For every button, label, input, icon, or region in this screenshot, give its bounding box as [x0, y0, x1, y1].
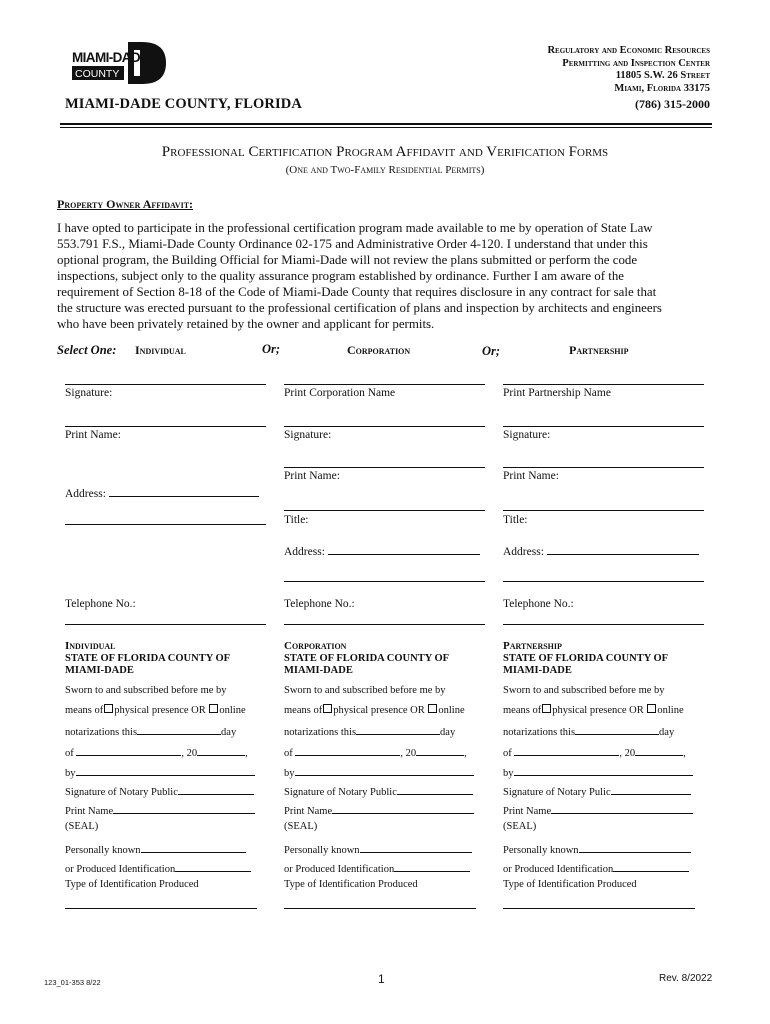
miami-dade-logo: [70, 40, 168, 86]
corporation-title-line[interactable]: [284, 510, 485, 511]
corporation-signature-line[interactable]: [284, 426, 485, 427]
notary-means: [503, 704, 684, 716]
notary-known-input[interactable]: [579, 840, 691, 853]
notary-signature-input[interactable]: [397, 782, 473, 795]
notary-date-field[interactable]: [503, 743, 686, 759]
notary-year-label: , 20: [400, 748, 417, 759]
notary-signature-field[interactable]: [503, 782, 691, 798]
notary-day-label: notarizations this: [65, 727, 138, 738]
partnership-name-line[interactable]: [503, 384, 704, 385]
notary-day-suffix: day: [440, 727, 456, 738]
online-checkbox[interactable]: [428, 704, 437, 713]
option-partnership[interactable]: Partnership: [569, 343, 629, 357]
affidavit-line: the structure was erected pursuant to the professional certification of plans and inspection by architects and engineers: [57, 301, 662, 315]
option-individual[interactable]: Individual: [135, 343, 186, 357]
online-label: online: [657, 705, 684, 716]
notary-print-name-input[interactable]: [113, 801, 255, 814]
notary-id-type-line[interactable]: [65, 908, 257, 909]
notary-means-label: means of: [284, 705, 323, 716]
notary-day-input[interactable]: [137, 722, 221, 735]
notary-id-type: Type of Identification Produced: [284, 879, 418, 890]
notary-month-input[interactable]: [76, 743, 181, 756]
dept-address-1: 11805 S.W. 26 Street: [615, 70, 710, 81]
notary-date-field[interactable]: [284, 743, 467, 759]
notary-by-field[interactable]: [284, 763, 474, 779]
corporation-telephone-label: Telephone No.:: [284, 598, 355, 610]
notary-known-label: Personally known: [284, 845, 360, 856]
notary-print-name-label: Print Name: [503, 806, 552, 817]
partnership-print-name-label: Print Name:: [503, 470, 559, 482]
corporation-address-field[interactable]: [284, 542, 480, 558]
notary-signature-field[interactable]: [65, 782, 254, 798]
corporation-print-name-label: Print Name:: [284, 470, 340, 482]
svg-text:COUNTY: COUNTY: [75, 68, 120, 80]
notary-produced-input[interactable]: [175, 859, 251, 872]
notary-id-type: Type of Identification Produced: [65, 879, 199, 890]
notary-by-input[interactable]: [295, 763, 474, 776]
notary-print-name-label: Print Name: [284, 806, 333, 817]
individual-address-input[interactable]: [109, 484, 259, 497]
notary-produced-input[interactable]: [394, 859, 470, 872]
form-subtitle: (One and Two-Family Residential Permits): [285, 164, 485, 176]
dept-line-1: Regulatory and Economic Resources: [547, 45, 710, 56]
notary-year-input[interactable]: [197, 743, 245, 756]
notary-known-input[interactable]: [141, 840, 246, 853]
or-separator: Or;: [262, 342, 281, 356]
notary-county: MIAMI-DADE: [284, 665, 353, 676]
notary-known-field[interactable]: [65, 840, 246, 856]
online-label: online: [219, 705, 246, 716]
notary-heading: [65, 640, 270, 678]
notary-block-corporation: [284, 640, 489, 890]
notary-type: Corporation: [284, 640, 347, 652]
partnership-signature-label: Signature:: [503, 429, 551, 441]
notary-by-input[interactable]: [76, 763, 255, 776]
notary-by-field[interactable]: [503, 763, 693, 779]
notary-sworn: Sworn to and subscribed before me by: [65, 685, 227, 696]
online-checkbox[interactable]: [647, 704, 656, 713]
page-number: 1: [378, 972, 385, 986]
header-divider-thin: [60, 127, 712, 128]
partnership-signature-line[interactable]: [503, 426, 704, 427]
physical-presence-label: physical presence OR: [333, 705, 425, 716]
notary-type: Individual: [65, 640, 116, 652]
partnership-title-label: Title:: [503, 514, 528, 526]
notary-block-partnership: [503, 640, 708, 890]
affidavit-line: inspections, subject only to the quality assurance program established by ordinance. Further I am aware of the: [57, 269, 625, 283]
partnership-address-input[interactable]: [547, 542, 699, 555]
notary-means-label: means of: [503, 705, 542, 716]
partnership-address-label: Address:: [503, 546, 544, 558]
notary-produced-field[interactable]: [284, 859, 470, 875]
affidavit-line: requirement of Section 8-18 of the Code of Miami-Dade County that requires disclosure in any contract for sale that: [57, 285, 657, 299]
notary-heading: [503, 640, 708, 678]
notary-by-input[interactable]: [514, 763, 693, 776]
individual-address-label: Address:: [65, 488, 106, 500]
notary-seal: (SEAL): [65, 821, 99, 832]
affidavit-line: who have been privately retained by the owner and applicant for permits.: [57, 317, 435, 331]
individual-signature-line[interactable]: [65, 384, 266, 385]
header-divider: [60, 123, 712, 125]
physical-presence-checkbox[interactable]: [542, 704, 551, 713]
notary-comma: ,: [464, 748, 467, 759]
notary-by-label: by: [503, 768, 514, 779]
individual-signature-label: Signature:: [65, 387, 113, 399]
notary-day-label: notarizations this: [503, 727, 576, 738]
affidavit-text: [57, 220, 710, 332]
notary-day-field[interactable]: [503, 722, 674, 738]
notary-day-input[interactable]: [575, 722, 659, 735]
partnership-name-label: Print Partnership Name: [503, 387, 611, 399]
corporation-print-name-line[interactable]: [284, 467, 485, 468]
notary-state: STATE OF FLORIDA COUNTY OF: [503, 652, 669, 664]
notary-year-label: , 20: [619, 748, 636, 759]
notary-id-type-line[interactable]: [284, 908, 476, 909]
affidavit-line: optional program, the Building Official for Miami-Dade will not review the plans submitted or perform the code: [57, 253, 638, 267]
notary-signature-input[interactable]: [611, 782, 691, 795]
affidavit-heading: Property Owner Affidavit:: [57, 197, 194, 211]
notary-day-input[interactable]: [356, 722, 440, 735]
individual-print-name-label: Print Name:: [65, 429, 121, 441]
notary-means: [65, 704, 246, 716]
notary-means-label: means of: [65, 705, 104, 716]
notary-print-name-field[interactable]: [284, 801, 474, 817]
notary-date-field[interactable]: [65, 743, 248, 759]
notary-year-input[interactable]: [635, 743, 683, 756]
or-separator: Or;: [482, 344, 501, 358]
notary-year-label: , 20: [181, 748, 198, 759]
notary-type: Partnership: [503, 640, 562, 652]
form-id: 123_01-353 8/22: [44, 978, 101, 987]
physical-presence-checkbox[interactable]: [104, 704, 113, 713]
notary-comma: ,: [683, 748, 686, 759]
physical-presence-label: physical presence OR: [114, 705, 206, 716]
corporation-name-label: Print Corporation Name: [284, 387, 396, 399]
partnership-title-line[interactable]: [503, 510, 704, 511]
notary-sworn: Sworn to and subscribed before me by: [284, 685, 446, 696]
notary-sworn: Sworn to and subscribed before me by: [503, 685, 665, 696]
individual-telephone-label: Telephone No.:: [65, 598, 136, 610]
notary-by-field[interactable]: [65, 763, 255, 779]
notary-of-label: of: [65, 748, 74, 759]
physical-presence-label: physical presence OR: [552, 705, 644, 716]
notary-state: STATE OF FLORIDA COUNTY OF: [65, 652, 231, 664]
option-corporation[interactable]: Corporation: [347, 343, 411, 357]
online-label: online: [438, 705, 465, 716]
notary-signature-label: Signature of Notary Public: [65, 787, 178, 798]
notary-known-input[interactable]: [360, 840, 472, 853]
notary-signature-field[interactable]: [284, 782, 473, 798]
notary-produced-label: or Produced Identification: [65, 864, 176, 875]
notary-by-label: by: [65, 768, 76, 779]
notary-comma: ,: [245, 748, 248, 759]
affidavit-line: I have opted to participate in the professional certification program made available to me by operation of State Law: [57, 221, 653, 235]
notary-print-name-label: Print Name: [65, 806, 114, 817]
physical-presence-checkbox[interactable]: [323, 704, 332, 713]
notary-county: MIAMI-DADE: [503, 665, 572, 676]
notary-produced-field[interactable]: [65, 859, 251, 875]
notary-signature-input[interactable]: [178, 782, 254, 795]
individual-address-field[interactable]: [65, 484, 259, 500]
individual-address-line-2[interactable]: [65, 524, 266, 525]
notary-print-name-input[interactable]: [551, 801, 693, 814]
corporation-address-label: Address:: [284, 546, 325, 558]
notary-print-name-field[interactable]: [503, 801, 693, 817]
notary-of-label: of: [284, 748, 293, 759]
affidavit-line: 553.791 F.S., Miami-Dade County Ordinance 02-175 and Administrative Order 4-120. I understand that under this: [57, 237, 648, 251]
dept-line-2: Permitting and Inspection Center: [562, 57, 710, 69]
form-title: Professional Certification Program Affidavit and Verification Forms: [161, 144, 609, 160]
notary-month-input[interactable]: [514, 743, 619, 756]
notary-state: STATE OF FLORIDA COUNTY OF: [284, 652, 450, 664]
notary-print-name-field[interactable]: [65, 801, 255, 817]
notary-known-label: Personally known: [503, 845, 579, 856]
notary-known-label: Personally known: [65, 845, 141, 856]
notary-id-type: Type of Identification Produced: [503, 879, 637, 890]
department-block: [547, 45, 710, 111]
partnership-print-name-line[interactable]: [503, 467, 704, 468]
notary-print-name-input[interactable]: [332, 801, 474, 814]
individual-print-name-line[interactable]: [65, 426, 266, 427]
notary-month-input[interactable]: [295, 743, 400, 756]
notary-block-individual: [65, 640, 270, 890]
notary-produced-label: or Produced Identification: [503, 864, 614, 875]
notary-heading: [284, 640, 489, 678]
notary-produced-label: or Produced Identification: [284, 864, 395, 875]
corporation-name-line[interactable]: [284, 384, 485, 385]
online-checkbox[interactable]: [209, 704, 218, 713]
dept-phone: (786) 315-2000: [635, 97, 710, 111]
partnership-address-field[interactable]: [503, 542, 699, 558]
select-one-label: Select One:: [57, 343, 117, 357]
notary-year-input[interactable]: [416, 743, 464, 756]
partnership-address-line-2[interactable]: [503, 581, 704, 582]
notary-day-suffix: day: [221, 727, 237, 738]
individual-telephone-line[interactable]: [65, 624, 266, 625]
notary-seal: (SEAL): [284, 821, 318, 832]
notary-day-label: notarizations this: [284, 727, 357, 738]
svg-text:MIAMI-DADE: MIAMI-DADE: [72, 50, 149, 65]
notary-signature-label: Signature of Notary Public: [284, 787, 397, 798]
notary-produced-input[interactable]: [613, 859, 689, 872]
county-title: MIAMI-DADE COUNTY, FLORIDA: [65, 96, 302, 112]
notary-day-field[interactable]: [284, 722, 455, 738]
corporation-address-input[interactable]: [328, 542, 480, 555]
corporation-address-line-2[interactable]: [284, 581, 485, 582]
notary-id-type-line[interactable]: [503, 908, 695, 909]
notary-day-suffix: day: [659, 727, 675, 738]
notary-by-label: by: [284, 768, 295, 779]
corporation-signature-label: Signature:: [284, 429, 332, 441]
notary-produced-field[interactable]: [503, 859, 689, 875]
notary-county: MIAMI-DADE: [65, 665, 134, 676]
partnership-telephone-line[interactable]: [503, 624, 704, 625]
notary-of-label: of: [503, 748, 512, 759]
corporation-telephone-line[interactable]: [284, 624, 485, 625]
notary-signature-label: Signature of Notary Pulic: [503, 787, 611, 798]
dept-address-2: Miami, Florida 33175: [614, 82, 710, 94]
notary-day-field[interactable]: [65, 722, 236, 738]
corporation-title-label: Title:: [284, 514, 309, 526]
notary-means: [284, 704, 465, 716]
revision-date: Rev. 8/2022: [659, 973, 713, 984]
partnership-telephone-label: Telephone No.:: [503, 598, 574, 610]
notary-known-field[interactable]: [284, 840, 472, 856]
notary-known-field[interactable]: [503, 840, 691, 856]
notary-seal: (SEAL): [503, 821, 537, 832]
